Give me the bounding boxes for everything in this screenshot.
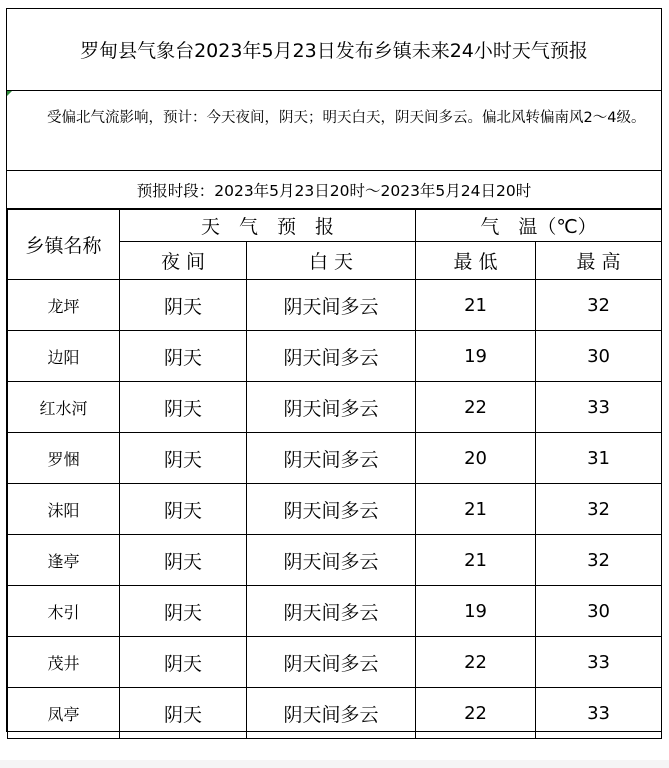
day-weather-cell: 阴天间多云 [247,637,416,688]
high-temp-cell: 32 [536,484,662,535]
high-temp-cell: 32 [536,535,662,586]
document-title: 罗甸县气象台2023年5月23日发布乡镇未来24小时天气预报 [7,9,661,91]
low-temp-cell: 22 [416,637,536,688]
header-night: 夜 间 [120,242,247,280]
high-temp-cell: 30 [536,586,662,637]
town-cell: 红水河 [8,382,120,433]
header-town: 乡镇名称 [8,210,120,280]
high-temp-cell: 33 [536,688,662,739]
header-row-1 [8,210,662,242]
forecast-summary: 受偏北气流影响，预计：今天夜间，阴天；明天白天，阴天间多云。偏北风转偏南风2～4级。 [7,91,661,171]
low-temp-cell: 19 [416,586,536,637]
low-temp-cell: 21 [416,535,536,586]
high-temp-cell: 33 [536,382,662,433]
high-temp-cell: 30 [536,331,662,382]
town-cell: 罗悃 [8,433,120,484]
high-temp-cell: 32 [536,280,662,331]
table-row [8,688,662,739]
day-weather-cell: 阴天间多云 [247,331,416,382]
forecast-table [7,209,662,739]
table-row [8,484,662,535]
table-row [8,433,662,484]
night-weather-cell: 阴天 [120,637,247,688]
night-weather-cell: 阴天 [120,586,247,637]
table-row [8,280,662,331]
high-temp-cell: 33 [536,637,662,688]
night-weather-cell: 阴天 [120,280,247,331]
page-bottom-edge [0,760,669,768]
town-cell: 龙坪 [8,280,120,331]
night-weather-cell: 阴天 [120,688,247,739]
low-temp-cell: 21 [416,484,536,535]
town-cell: 木引 [8,586,120,637]
header-forecast: 天 气 预 报 [120,210,416,242]
night-weather-cell: 阴天 [120,535,247,586]
table-row [8,331,662,382]
town-cell: 边阳 [8,331,120,382]
table-row [8,535,662,586]
day-weather-cell: 阴天间多云 [247,484,416,535]
table-row [8,586,662,637]
low-temp-cell: 21 [416,280,536,331]
day-weather-cell: 阴天间多云 [247,688,416,739]
forecast-document [6,8,662,732]
town-cell: 逢亭 [8,535,120,586]
low-temp-cell: 20 [416,433,536,484]
night-weather-cell: 阴天 [120,433,247,484]
night-weather-cell: 阴天 [120,331,247,382]
day-weather-cell: 阴天间多云 [247,586,416,637]
day-weather-cell: 阴天间多云 [247,280,416,331]
town-cell: 沫阳 [8,484,120,535]
table-row [8,382,662,433]
day-weather-cell: 阴天间多云 [247,382,416,433]
day-weather-cell: 阴天间多云 [247,535,416,586]
night-weather-cell: 阴天 [120,484,247,535]
town-cell: 茂井 [8,637,120,688]
high-temp-cell: 31 [536,433,662,484]
forecast-period: 预报时段：2023年5月23日20时～2023年5月24日20时 [7,171,661,209]
day-weather-cell: 阴天间多云 [247,433,416,484]
low-temp-cell: 22 [416,382,536,433]
low-temp-cell: 22 [416,688,536,739]
town-cell: 凤亭 [8,688,120,739]
header-day: 白 天 [247,242,416,280]
night-weather-cell: 阴天 [120,382,247,433]
header-temperature: 气 温（℃） [416,210,662,242]
table-row [8,637,662,688]
header-high: 最 高 [536,242,662,280]
header-low: 最 低 [416,242,536,280]
low-temp-cell: 19 [416,331,536,382]
